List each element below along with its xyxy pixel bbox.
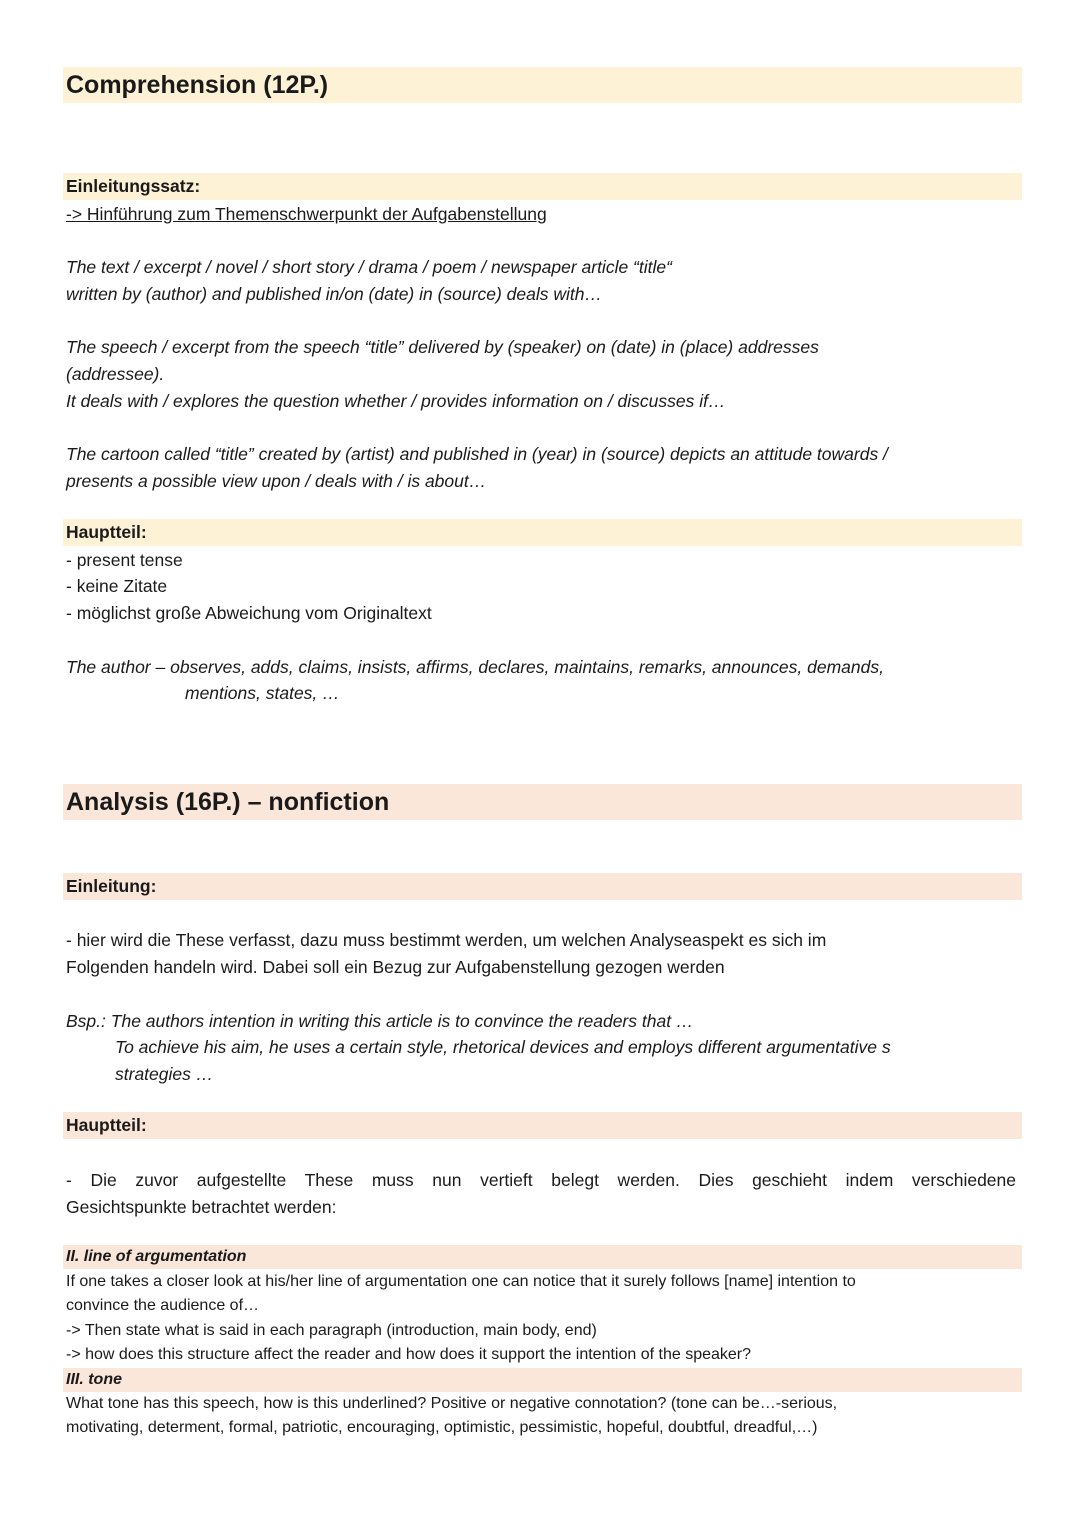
speech-template-line: The speech / excerpt from the speech “title” delivered by (speaker) on (date) in (place) addresses xyxy=(66,337,819,357)
cartoon-template-line: The cartoon called “title” created by (artist) and published in (year) in (source) depicts an attitude towards / xyxy=(66,444,888,464)
text-template-line: written by (author) and published in/on (date) in (source) deals with… xyxy=(66,284,602,304)
analysis-intro-label: Einleitung: xyxy=(63,873,1022,900)
text-template-line: The text / excerpt / novel / short story / drama / poem / newspaper article “title“ xyxy=(66,257,672,277)
analysis-intro-line: - hier wird die These verfasst, dazu muss bestimmt werden, um welchen Analyseaspekt es sich im xyxy=(66,930,827,950)
argumentation-line: -> how does this structure affect the reader and how does it support the intention of the speaker? xyxy=(66,1346,752,1363)
example-line xyxy=(66,1008,693,1034)
analysis-main-line: Gesichtspunkte betrachtet werden: xyxy=(66,1197,337,1217)
analysis-intro-line: Folgenden handeln wird. Dabei soll ein Bezug zur Aufgabenstellung gezogen werden xyxy=(66,957,725,977)
analysis-heading: Analysis (16P.) – nonfiction xyxy=(63,784,1022,820)
speech-template-line: It deals with / explores the question whether / provides information on / discusses if… xyxy=(66,391,726,411)
speech-template-line: (addressee). xyxy=(66,364,165,384)
comprehension-heading: Comprehension (12P.) xyxy=(63,67,1022,103)
example-text: The authors intention in writing this article is to convince the readers that … xyxy=(110,1011,694,1031)
comprehension-intro-label: Einleitungssatz: xyxy=(63,173,1022,200)
tone-line: What tone has this speech, how is this underlined? Positive or negative connotation? (tone can be…-serious, xyxy=(66,1395,838,1412)
analysis-main-line: - Die zuvor aufgestellte These muss nun vertieft belegt werden. Dies geschieht indem verschiedene xyxy=(66,1170,1016,1190)
tone-heading: III. tone xyxy=(63,1368,1022,1392)
example-prefix: Bsp.: xyxy=(66,1011,106,1031)
main-point: - möglichst große Abweichung vom Originaltext xyxy=(66,603,432,623)
tone-line: motivating, determent, formal, patriotic, encouraging, optimistic, pessimistic, hopeful, doubtful, dreadful,…) xyxy=(66,1419,818,1436)
comprehension-intro-hint: -> Hinführung zum Themenschwerpunkt der Aufgabenstellung xyxy=(66,204,547,224)
example-line: To achieve his aim, he uses a certain style, rhetorical devices and employs different argumentative s xyxy=(115,1037,891,1057)
argumentation-line: convince the audience of… xyxy=(66,1297,260,1314)
cartoon-template-line: presents a possible view upon / deals with / is about… xyxy=(66,471,487,491)
comprehension-main-label: Hauptteil: xyxy=(63,519,1022,546)
author-verbs-line: mentions, states, … xyxy=(185,683,340,703)
main-point: - keine Zitate xyxy=(66,576,168,596)
example-line: strategies … xyxy=(115,1064,214,1084)
author-verbs-line: The author – observes, adds, claims, insists, affirms, declares, maintains, remarks, announces, demands, xyxy=(66,657,884,677)
main-point: - present tense xyxy=(66,550,183,570)
argumentation-line: -> Then state what is said in each paragraph (introduction, main body, end) xyxy=(66,1322,597,1339)
line-of-argumentation-heading: II. line of argumentation xyxy=(63,1245,1022,1269)
analysis-main-label: Hauptteil: xyxy=(63,1112,1022,1139)
argumentation-line: If one takes a closer look at his/her line of argumentation one can notice that it surely follows [name] intention to xyxy=(66,1273,856,1290)
